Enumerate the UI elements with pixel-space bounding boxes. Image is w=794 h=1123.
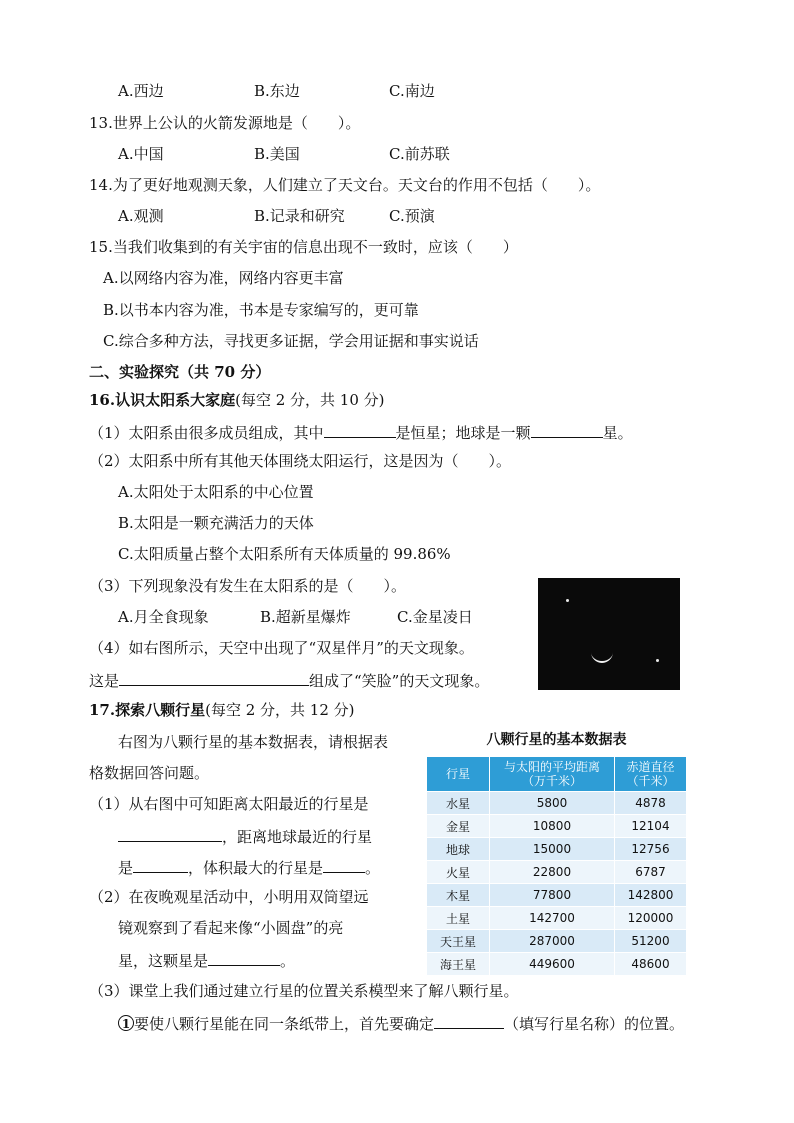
q12-option-b: B.东边 bbox=[254, 82, 300, 100]
q12-option-c: C.南边 bbox=[389, 82, 435, 100]
diameter-cell: 51200 bbox=[615, 930, 687, 953]
q16-score: (每空 2 分，共 10 分) bbox=[235, 391, 385, 409]
header-diameter bbox=[615, 757, 687, 792]
diameter-cell: 120000 bbox=[615, 907, 687, 930]
q16-part2-option-b: B.太阳是一颗充满活力的天体 bbox=[118, 514, 314, 532]
q13-option-c: C.前苏联 bbox=[389, 145, 450, 163]
planet-data-table bbox=[426, 756, 687, 976]
q15-option-b: B.以书本内容为准，书本是专家编写的，更可靠 bbox=[103, 301, 419, 319]
q16-part3-option-b: B.超新星爆炸 bbox=[260, 608, 351, 626]
table-row bbox=[427, 861, 687, 884]
q16-p1-text-b: 是恒星；地球是一颗 bbox=[395, 424, 531, 442]
planet-name-cell: 海王星 bbox=[427, 953, 490, 976]
header-distance-l2: （万千米） bbox=[521, 774, 582, 788]
q14-stem: 14.为了更好地观测天象，人们建立了天文台。天文台的作用不包括（ ）。 bbox=[89, 176, 601, 194]
table-row bbox=[427, 953, 687, 976]
crescent-moon-icon bbox=[588, 642, 616, 670]
diameter-cell: 142800 bbox=[615, 884, 687, 907]
q17-p2-text-c: 星，这颗星是 bbox=[118, 952, 209, 970]
table-row bbox=[427, 815, 687, 838]
q17-part3-step1 bbox=[118, 1012, 684, 1034]
header-distance-l1: 与太阳的平均距离 bbox=[503, 760, 600, 774]
q17-heading bbox=[89, 700, 355, 720]
q17-part2-line3 bbox=[118, 949, 295, 971]
q16-part1 bbox=[89, 421, 633, 443]
q17-p1-text-c: 是 bbox=[118, 859, 134, 877]
diameter-cell: 6787 bbox=[615, 861, 687, 884]
q17-p2-text-d: 。 bbox=[280, 952, 296, 970]
planet-name-cell: 水星 bbox=[427, 792, 490, 815]
table-row bbox=[427, 907, 687, 930]
moon-stars-photo bbox=[538, 578, 680, 690]
table-row bbox=[427, 792, 687, 815]
answer-blank[interactable] bbox=[324, 421, 396, 438]
q17-part2: （2）在夜晚观星活动中，小明用双筒望远 bbox=[89, 888, 369, 906]
q17-p3-text-a: 要使八颗行星能在同一条纸带上，首先要确定 bbox=[134, 1015, 435, 1033]
q15-option-a: A.以网络内容为准，网络内容更丰富 bbox=[103, 269, 344, 287]
q14-option-a: A.观测 bbox=[118, 207, 164, 225]
planet-name-cell: 木星 bbox=[427, 884, 490, 907]
distance-cell: 142700 bbox=[490, 907, 615, 930]
table-row bbox=[427, 884, 687, 907]
distance-cell: 287000 bbox=[490, 930, 615, 953]
distance-cell: 5800 bbox=[490, 792, 615, 815]
q13-option-a: A.中国 bbox=[118, 145, 164, 163]
distance-cell: 449600 bbox=[490, 953, 615, 976]
planet-name-cell: 火星 bbox=[427, 861, 490, 884]
q15-stem: 15.当我们收集到的有关宇宙的信息出现不一致时，应该（ ） bbox=[89, 238, 518, 256]
q16-p1-text-c: 星。 bbox=[602, 424, 633, 442]
table-header-row bbox=[427, 757, 687, 792]
distance-cell: 22800 bbox=[490, 861, 615, 884]
table-row bbox=[427, 930, 687, 953]
planet-name-cell: 金星 bbox=[427, 815, 490, 838]
answer-blank[interactable] bbox=[208, 949, 280, 966]
q17-intro-line2: 格数据回答问题。 bbox=[89, 764, 210, 782]
q17-part1-line3 bbox=[118, 856, 380, 878]
diameter-cell: 4878 bbox=[615, 792, 687, 815]
q16-p4-text-b: 组成了“笑脸”的天文现象。 bbox=[309, 672, 490, 690]
answer-blank[interactable] bbox=[434, 1012, 504, 1029]
header-diameter-l2: （千米） bbox=[626, 774, 675, 788]
section-heading: 二、实验探究（共 70 分） bbox=[89, 363, 271, 381]
header-diameter-l1: 赤道直径 bbox=[626, 760, 675, 774]
answer-blank[interactable] bbox=[133, 856, 188, 873]
q16-p4-text-a: 这是 bbox=[89, 672, 120, 690]
q17-p1-text-d: ，体积最大的行星是 bbox=[188, 859, 324, 877]
table-row bbox=[427, 838, 687, 861]
q17-part2-line2: 镜观察到了看起来像“小圆盘”的亮 bbox=[118, 919, 344, 937]
q16-part2-option-a: A.太阳处于太阳系的中心位置 bbox=[118, 483, 314, 501]
header-planet: 行星 bbox=[427, 757, 490, 792]
table-title: 八颗行星的基本数据表 bbox=[486, 732, 627, 748]
q17-score: (每空 2 分，共 12 分) bbox=[205, 701, 355, 719]
answer-blank[interactable] bbox=[323, 856, 365, 873]
q17-p1-text-e: 。 bbox=[365, 859, 381, 877]
q16-title: 16.认识太阳系大家庭 bbox=[89, 391, 236, 409]
q17-intro-line1: 右图为八颗行星的基本数据表，请根据表 bbox=[118, 733, 389, 751]
answer-blank[interactable] bbox=[531, 421, 603, 438]
distance-cell: 10800 bbox=[490, 815, 615, 838]
star-dot bbox=[656, 659, 659, 662]
q16-heading bbox=[89, 390, 385, 410]
planet-name-cell: 天王星 bbox=[427, 930, 490, 953]
diameter-cell: 48600 bbox=[615, 953, 687, 976]
circled-number: 1 bbox=[118, 1015, 134, 1031]
q16-part2: （2）太阳系中所有其他天体围绕太阳运行，这是因为（ ）。 bbox=[89, 452, 512, 470]
header-distance bbox=[490, 757, 615, 792]
q16-part4: （4）如右图所示，天空中出现了“双星伴月”的天文现象。 bbox=[89, 639, 474, 657]
diameter-cell: 12756 bbox=[615, 838, 687, 861]
q17-p3-text-b: （填写行星名称）的位置。 bbox=[504, 1015, 685, 1033]
q14-option-b: B.记录和研究 bbox=[254, 207, 345, 225]
q16-part3-option-c: C.金星凌日 bbox=[397, 608, 473, 626]
q16-part3-option-a: A.月全食现象 bbox=[118, 608, 209, 626]
q16-part2-option-c: C.太阳质量占整个太阳系所有天体质量的 99.86% bbox=[118, 545, 451, 563]
answer-blank[interactable] bbox=[119, 669, 309, 686]
q15-option-c: C.综合多种方法，寻找更多证据，学会用证据和事实说话 bbox=[103, 332, 479, 350]
answer-blank[interactable] bbox=[118, 825, 222, 842]
q14-option-c: C.预演 bbox=[389, 207, 435, 225]
q17-part1-line2 bbox=[118, 825, 372, 847]
distance-cell: 15000 bbox=[490, 838, 615, 861]
q17-part1: （1）从右图中可知距离太阳最近的行星是 bbox=[89, 795, 369, 813]
q17-part3: （3）课堂上我们通过建立行星的位置关系模型来了解八颗行星。 bbox=[89, 982, 519, 1000]
planet-name-cell: 地球 bbox=[427, 838, 490, 861]
q17-p1-text-b: ，距离地球最近的行星 bbox=[222, 828, 373, 846]
q17-title: 17.探索八颗行星 bbox=[89, 701, 206, 719]
q13-stem: 13.世界上公认的火箭发源地是（ ）。 bbox=[89, 114, 361, 132]
q16-part3: （3）下列现象没有发生在太阳系的是（ ）。 bbox=[89, 577, 407, 595]
q13-option-b: B.美国 bbox=[254, 145, 300, 163]
table-body bbox=[427, 792, 687, 976]
q12-option-a: A.西边 bbox=[118, 82, 164, 100]
distance-cell: 77800 bbox=[490, 884, 615, 907]
planet-name-cell: 土星 bbox=[427, 907, 490, 930]
diameter-cell: 12104 bbox=[615, 815, 687, 838]
star-dot bbox=[566, 599, 569, 602]
q16-p1-text-a: （1）太阳系由很多成员组成，其中 bbox=[89, 424, 324, 442]
q16-part4-answer bbox=[89, 669, 489, 691]
